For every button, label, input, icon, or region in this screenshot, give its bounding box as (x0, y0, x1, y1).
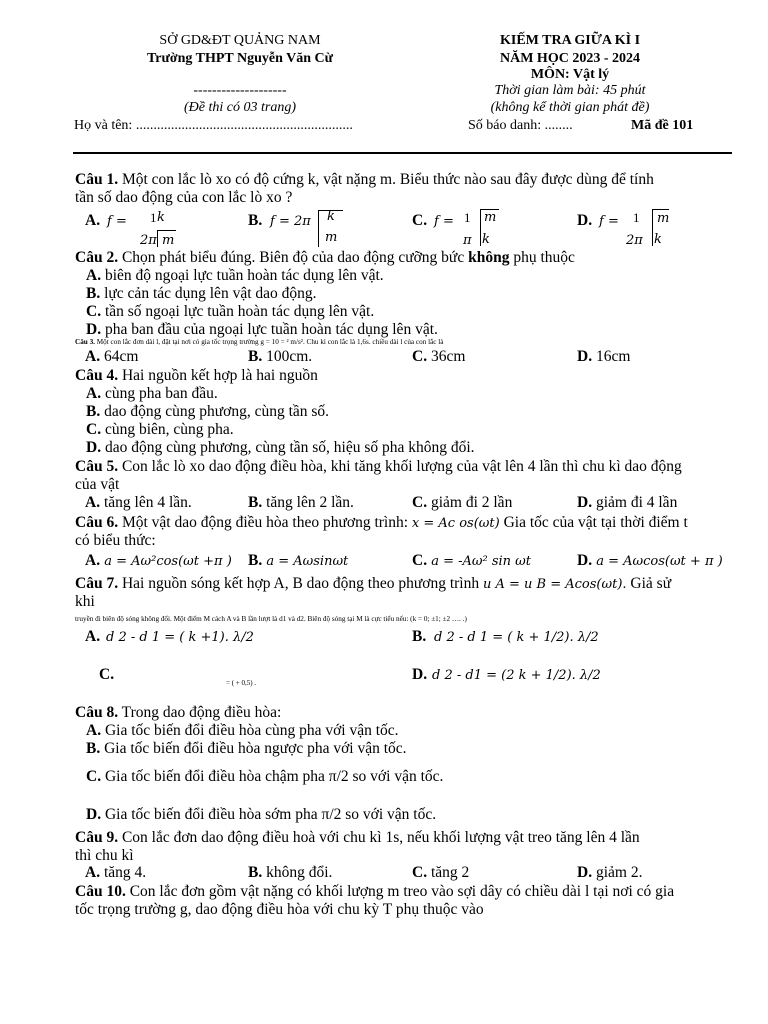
q1-c-formula: f = (434, 214, 454, 229)
q7-c-equation: = ( + 0,5) . (226, 679, 257, 687)
time-note: (không kể thời gian phát đề) (490, 100, 650, 115)
question-3: Câu 3. Một con lắc đơn dài l, đặt tại nơi có gia tốc trọng trường g = 10 = ² m/s². Chu kì con lắc là 1,6s. chiều dài l của con lắc là (75, 338, 444, 346)
q1-d-m: m (657, 211, 670, 226)
question-10: Câu 10. Con lắc đơn gồm vật nặng có khối lượng m treo vào sợi dây có chiều dài l tại nơi có gia (75, 883, 675, 900)
q3-option-b[interactable]: B. 100cm. (248, 348, 313, 365)
q7-option-c[interactable]: C. (99, 666, 115, 683)
department-name: SỞ GD&ĐT QUẢNG NAM (159, 33, 321, 48)
q7-option-a[interactable]: A. (85, 628, 101, 645)
q8-option-d[interactable]: D. Gia tốc biến đổi điều hòa sớm pha π/2 so với vận tốc. (86, 806, 437, 823)
question-5: Câu 5. Con lắc lò xo dao động điều hòa, khi tăng khối lượng của vật lên 4 lần thì chu kì dao động (75, 458, 682, 475)
question-8: Câu 8. Trong dao động điều hòa: (75, 704, 282, 721)
q9-option-d[interactable]: D. giảm 2. (577, 864, 643, 881)
school-year: NĂM HỌC 2023 - 2024 (500, 51, 640, 66)
q6-option-c[interactable]: C. a = -Aω² sin ωt (412, 552, 532, 569)
q5-option-d[interactable]: D. giảm đi 4 lần (577, 494, 678, 511)
q9-option-a[interactable]: A. tăng 4. (85, 864, 147, 881)
question-5-line2: của vật (75, 476, 120, 493)
question-9-line2: thì chu kì (75, 847, 134, 864)
question-9: Câu 9. Con lắc đơn dao động điều hoà với chu kì 1s, nếu khối lượng vật treo tăng lên 4 lần (75, 829, 640, 846)
q4-option-a[interactable]: A. cùng pha ban đầu. (86, 385, 218, 402)
q5-option-c[interactable]: C. giảm đi 2 lần (412, 494, 513, 511)
q8-option-a[interactable]: A. Gia tốc biến đổi điều hòa cùng pha với vận tốc. (86, 722, 399, 739)
school-name: Trường THPT Nguyễn Văn Cừ (146, 51, 334, 66)
q1-c-num: 1 (464, 210, 471, 225)
q6-option-d[interactable]: D. a = Aωcos(ωt + π ) (577, 552, 723, 569)
q5-option-a[interactable]: A. tăng lên 4 lần. (85, 494, 192, 511)
question-4: Câu 4. Hai nguồn kết hợp là hai nguồn (75, 367, 318, 384)
q3-option-a[interactable]: A. 64cm (85, 348, 139, 365)
q1-a-formula: f = (107, 214, 127, 229)
q2-option-a[interactable]: A. biên độ ngoại lực tuần hoàn tác dụng lên vật. (86, 267, 384, 284)
pages-note: (Đề thi có 03 trang) (184, 100, 296, 115)
q7-option-d[interactable]: D. (412, 666, 428, 683)
q1-d-formula: f = (599, 214, 619, 229)
question-1: Câu 1. Một con lắc lò xo có độ cứng k, vật nặng m. Biểu thức nào sau đây được dùng để tính (75, 171, 654, 188)
q1-a-num: 1 (150, 210, 157, 225)
q2-option-c[interactable]: C. tần số ngoại lực tuần hoàn tác dụng lên vật. (86, 303, 375, 320)
q1-a-k: k (157, 210, 165, 225)
q1-d-k: k (654, 232, 662, 247)
subject: MÔN: Vật lý (530, 67, 610, 82)
q1-d-num: 1 (633, 210, 640, 225)
q4-option-d[interactable]: D. dao động cùng phương, cùng tần số, hiệu số pha không đổi. (86, 439, 475, 456)
q6-option-b[interactable]: B. a = Aωsinωt (248, 552, 349, 569)
q7-d-equation: d 2 - d1 = (2 k + 1/2). λ/2 (432, 668, 601, 683)
exam-title: KIẾM TRA GIỮA KÌ I (499, 33, 641, 48)
time-limit: Thời gian làm bài: 45 phút (494, 83, 646, 98)
q1-b-m: m (325, 230, 338, 245)
question-6: Câu 6. Một vật dao động điều hòa theo phương trình: x = Ac os(ωt) Gia tốc của vật tại thời điểm t (75, 514, 688, 531)
q7-a-equation: d 2 - d 1 = ( k +1). λ/2 (106, 630, 254, 645)
q4-option-c[interactable]: C. cùng biên, cùng pha. (86, 421, 234, 438)
q1-option-d-label[interactable]: D. (577, 212, 593, 229)
question-7-condition: truyền đi biên độ sóng không đổi. Một điểm M cách A và B lần lượt là d1 và d2. Biên độ sóng tại M là cực tiểu nếu: (k = 0; ±1; ±2 …. .) (75, 615, 467, 623)
student-name-field: Họ và tên: .............................................................. (74, 118, 353, 133)
q3-option-d[interactable]: D. 16cm (577, 348, 631, 365)
q1-option-b-label[interactable]: B. (248, 212, 263, 229)
header-divider (73, 152, 732, 154)
q1-option-a-label[interactable]: A. (85, 212, 101, 229)
q1-a-den: 2π (140, 233, 157, 248)
q3-option-c[interactable]: C. 36cm (412, 348, 466, 365)
q5-option-b[interactable]: B. tăng lên 2 lần. (248, 494, 354, 511)
question-2: Câu 2. Chọn phát biểu đúng. Biên độ của dao động cưỡng bức không phụ thuộc (75, 249, 575, 266)
header-dashes: -------------------- (193, 83, 287, 98)
student-id-field: Số báo danh: ........ (468, 118, 573, 133)
q9-option-c[interactable]: C. tăng 2 (412, 864, 470, 881)
q9-option-b[interactable]: B. không đổi. (248, 864, 333, 881)
question-6-line2: có biểu thức: (75, 532, 156, 549)
question-7: Câu 7. Hai nguồn sóng kết hợp A, B dao động theo phương trình u A = u B = Acos(ωt). Giả sử (75, 575, 672, 592)
q6-option-a[interactable]: A. a = Aω²cos(ωt +π ) (85, 552, 232, 569)
q1-c-k: k (482, 232, 490, 247)
q1-option-c-label[interactable]: C. (412, 212, 428, 229)
q7-b-equation: d 2 - d 1 = ( k + 1/2). λ/2 (434, 630, 599, 645)
q1-d-den: 2π (626, 233, 643, 248)
question-7-line2: khi (75, 593, 95, 610)
q8-option-b[interactable]: B. Gia tốc biến đổi điều hòa ngược pha với vận tốc. (86, 740, 407, 757)
q8-option-c[interactable]: C. Gia tốc biến đổi điều hòa chậm pha π/2 so với vận tốc. (86, 768, 444, 785)
q4-option-b[interactable]: B. dao động cùng phương, cùng tần số. (86, 403, 330, 420)
q1-a-m: m (162, 233, 175, 248)
q1-b-k: k (327, 209, 335, 224)
q1-c-m: m (484, 210, 497, 225)
question-10-line2: tốc trọng trường g, dao động điều hòa với chu kỳ T phụ thuộc vào (75, 901, 484, 918)
q2-option-b[interactable]: B. lực cản tác dụng lên vật dao động. (86, 285, 317, 302)
q7-option-b[interactable]: B. (412, 628, 427, 645)
question-1-line2: tần số dao động của con lắc lò xo ? (75, 189, 293, 206)
q2-option-d[interactable]: D. pha ban đầu của ngoại lực tuần hoàn tác dụng lên vật. (86, 321, 438, 338)
exam-code: Mã đề 101 (631, 118, 694, 133)
q1-c-den: π (463, 233, 472, 248)
q1-b-formula: f = 2π (270, 214, 311, 229)
